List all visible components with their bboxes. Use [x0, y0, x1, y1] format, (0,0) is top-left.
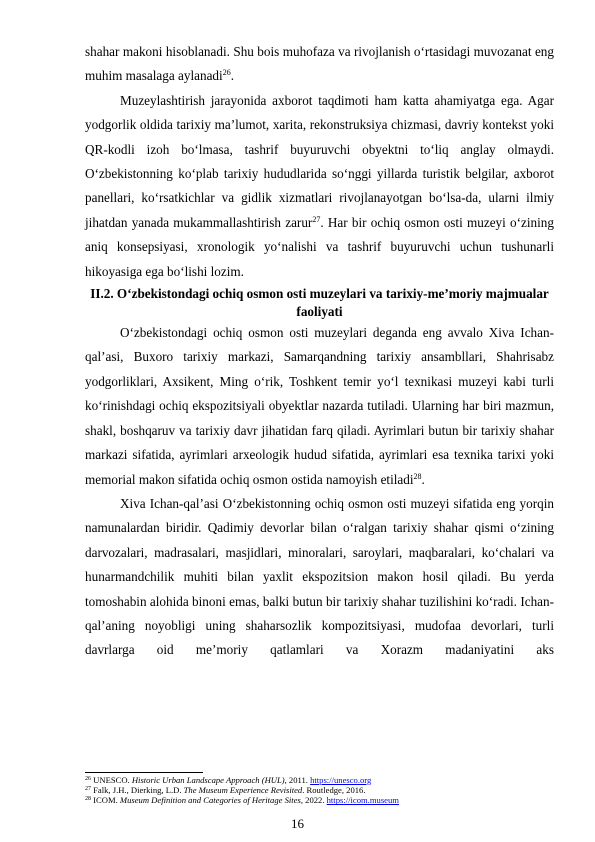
page-body: [85, 40, 554, 663]
footnote-28: $^{28}$ ICOM. Museum Definition and Categories of Heritage Sites, 2022. https://icom.museum: [85, 795, 399, 806]
paragraph-ichan-qala: Xiva Ichan-qal’asi O‘zbekistonning ochiq osmon osti muzeyi sifatida eng yorqin namunalardan biridir. Qadimiy devorlar bilan o‘ralgan tarixiy shahar qismi o‘zining darvozalari, madrasalari, masjidlari, minoralari, saroylari, maqbaralari, ko‘chalari va hunarmandchilik muhiti bilan yaxlit ekspozitsion makon hosil qiladi. Bu yerda tomoshabin alohida binoni emas, balki butun bir tarixiy shahar tuzilishini ko‘radi. Ichan-qal’aning noyobligi uning shaharsozlik kompozitsiyasi, mudofaa devorlari, turli davrlarga oid me’moriy qatlamlari va Xorazm madaniyatini aks: [85, 495, 554, 658]
footnote-ref-28[interactable]: 28: [413, 471, 422, 481]
footnotes: [85, 775, 554, 806]
footnote-ref-26[interactable]: 26: [222, 68, 231, 78]
footnote-separator: [85, 772, 203, 773]
paragraph-open-air-museums: O‘zbekistondagi ochiq osmon osti muzeylari deganda eng avvalo Xiva Ichan-qal’asi, Buxoro tarixiy markazi, Samarqandning tarixiy ansambllari, Shahrisabz yodgorliklari, Axsikent, Ming o‘rik, Toshkent temir yo‘l texnikasi muzeyi kabi turli ko‘rinishdagi ochiq ekspozitsiyali obyektlar nazarda tutiladi. Ularning har biri mazmun, shakl, boshqaruv va tarixiy davr jihatidan farq qiladi. Ayrimlari butun bir tarixiy shahar markazi sifatida, ayrimlari arxeologik hudud sifatida, ayrimlari esa texnika tarixi yoki memorial makon sifatida ochiq osmon ostida namoyish etiladi$^{28}$.: [85, 325, 554, 487]
footnote-26: $^{26}$ UNESCO. Historic Urban Landscape Approach (HUL), 2011. https://unesco.org: [85, 775, 372, 785]
paragraph-continuation: shahar makoni hisoblanadi. Shu bois muhofaza va rivojlanish o‘rtasidagi muvozanat eng muhim masalaga aylanadi$^{26}$.: [85, 44, 554, 84]
footnote-27: $^{27}$ Falk, J.H., Dierking, L.D. The Museum Experience Revisited. Routledge, 2016.: [85, 785, 366, 796]
footnote-link[interactable]: https://icom.museum: [326, 795, 399, 806]
footnote-link[interactable]: https://unesco.org: [310, 775, 372, 785]
section-heading: II.2. O‘zbekistondagi ochiq osmon osti muzeylari va tarixiy-me’moriy majmualar faoliyati: [90, 286, 549, 320]
paragraph-information-presentation: Muzeylashtirish jarayonida axborot taqdimoti ham katta ahamiyatga ega. Agar yodgorlik oldida tarixiy ma’lumot, xarita, rekonstruksiya chizmasi, davriy kontekst yoki QR-kodli izoh bo‘lmasa, tashrif buyuruvchi obyektni to‘liq anglay olmaydi. O‘zbekistonning ko‘plab tarixiy hududlarida so‘nggi yillarda turistik belgilar, axborot panellari, ko‘rsatkichlar va gidlik xizmatlari rivojlanayotgan bo‘lsa-da, ularni ilmiy jihatdan yanada mukammallashtirish zarur$^{27}$. Har bir ochiq osmon osti muzeyi o‘zining aniq konsepsiyasi, xronologik yo‘nalishi va tashrif buyuruvchi uchun tushunarli hikoyasiga ega bo‘lishi lozim.: [85, 92, 554, 279]
page-number: 16: [291, 816, 304, 831]
footnote-ref-27[interactable]: 27: [312, 214, 321, 224]
